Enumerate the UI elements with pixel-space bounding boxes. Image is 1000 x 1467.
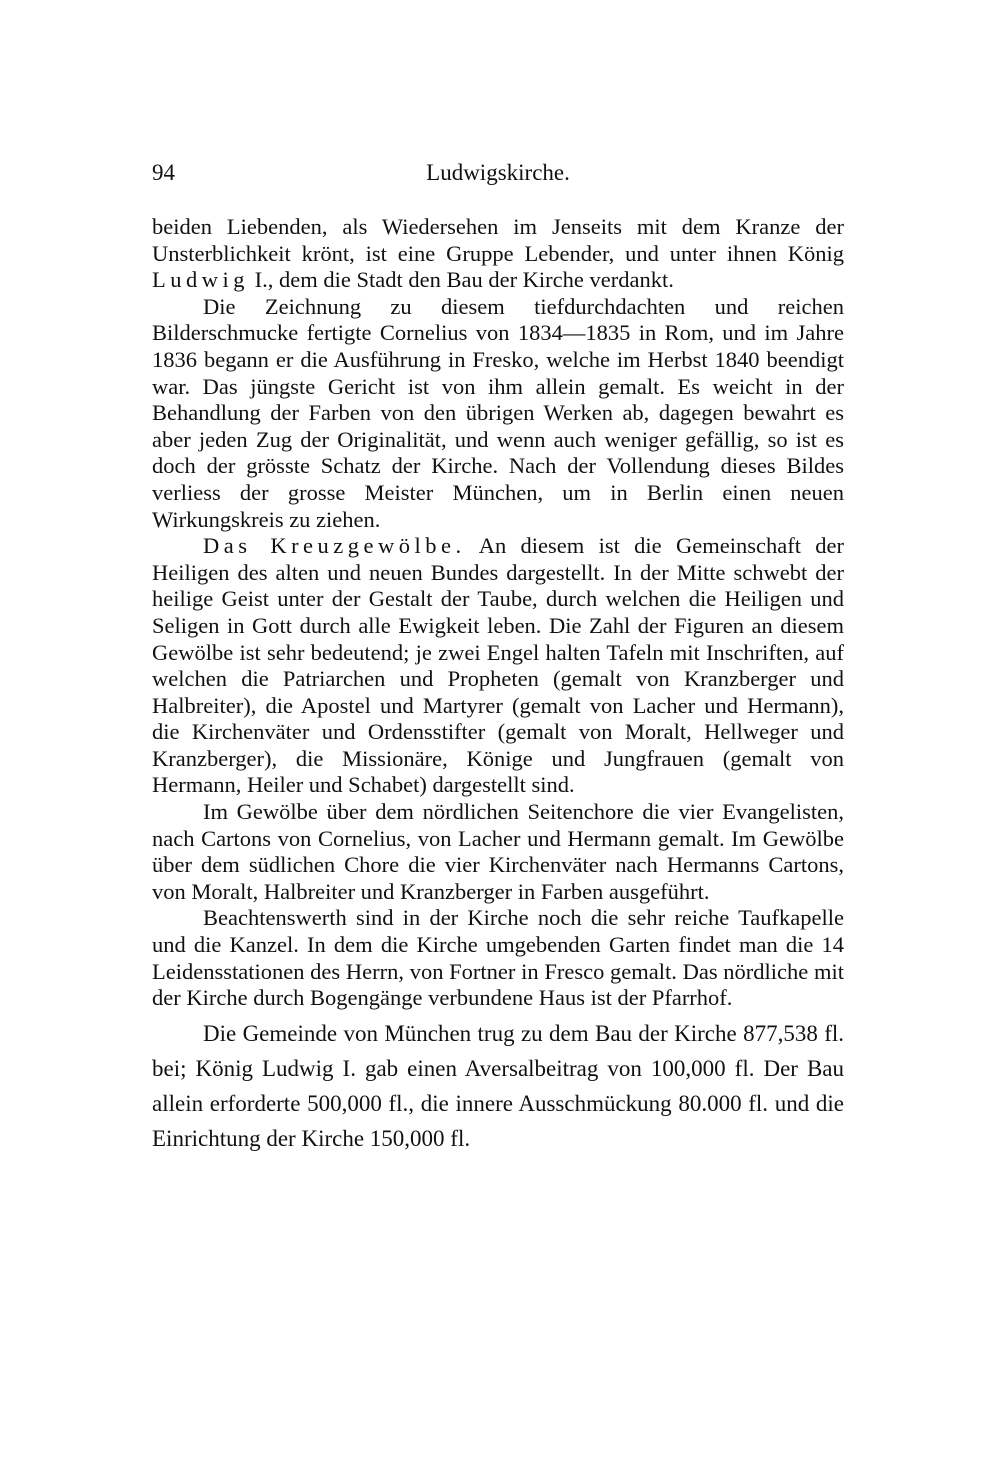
paragraph-2 bbox=[152, 294, 844, 533]
paragraph-6 bbox=[152, 1016, 844, 1156]
paragraph-4 bbox=[152, 799, 844, 905]
page-number: 94 bbox=[152, 160, 175, 185]
running-title: Ludwigskirche. bbox=[426, 160, 570, 185]
paragraph-1 bbox=[152, 214, 844, 294]
paragraph-4-text: Im Gewölbe über dem nördlichen Seitenchore die vier Evangelisten, nach Cartons von Cornelius, von Lacher und Hermann gemalt. Im Gewölbe über dem südlichen Chore die vier Kirchenväter nach Hermanns Cartons, von Moralt, Halbreiter und Kranzberger in Farben ausgeführt. bbox=[152, 799, 844, 904]
paragraph-3-text: An diesem ist die Gemeinschaft der Heiligen des alten und neuen Bundes dargestellt. In der Mitte schwebt der heilige Geist unter der Gestalt der Taube, durch welchen die Heiligen und Seligen in Gott durch alle Ewigkeit leben. Die Zahl der Figuren an diesem Gewölbe ist sehr bedeutend; je zwei Engel halten Tafeln mit Inschriften, auf welchen die Patriarchen und Propheten (gemalt von Kranzberger und Halbreiter), die Apostel und Martyrer (gemalt von Lacher und Hermann), die Kirchenväter und Ordensstifter (gemalt von Moralt, Hellweger und Kranzberger), die Missionäre, Könige und Jungfrauen (gemalt von Hermann, Heiler und Schabet) dargestellt sind. bbox=[152, 533, 844, 798]
paragraph-5 bbox=[152, 905, 844, 1011]
paragraph-5-text: Beachtenswerth sind in der Kirche noch die sehr reiche Taufkapelle und die Kanzel. In dem die Kirche umgebenden Garten findet man die 14 Leidensstationen des Herrn, von Fortner in Fresco gemalt. Das nördliche mit der Kirche durch Bogengänge verbundene Haus ist der Pfarrhof. bbox=[152, 905, 844, 1011]
paragraph-2-text: Die Zeichnung zu diesem tiefdurchdachten und reichen Bilderschmucke fertigte Cornelius von 1834—1835 in Rom, und im Jahre 1836 begann er die Ausführung in Fresko, welche im Herbst 1840 beendigt war. Das jüngste Gericht ist von ihm allein gemalt. Es weicht in der Behandlung der Farben von den übrigen Werken ab, dagegen bewahrt es aber jeden Zug der Originalität, und wenn auch weniger gefällig, so ist es doch der grösste Schatz der Kirche. Nach der Vollendung dieses Bildes verliess der grosse Meister München, um in Berlin einen neuen Wirkungskreis zu ziehen. bbox=[152, 293, 844, 532]
paragraph-1-spaced-name: Ludwig bbox=[152, 267, 249, 293]
page-header bbox=[152, 158, 844, 194]
paragraph-1-text-a: beiden Liebenden, als Wiedersehen im Jenseits mit dem Kranze der Unsterblichkeit krönt, ist eine Gruppe Lebender, und unter ihnen König bbox=[152, 214, 844, 266]
paragraph-6-text: Die Gemeinde von München trug zu dem Bau der Kirche 877,538 fl. bei; König Ludwig I. gab einen Aversalbeitrag von 100,000 fl. Der Bau allein erforderte 500,000 fl., die innere Ausschmückung 80.000 fl. und die Einrichtung der Kirche 150,000 fl. bbox=[152, 1020, 844, 1151]
body-text bbox=[152, 214, 844, 1156]
paragraph-3-spaced-heading: Das Kreuzgewölbe. bbox=[203, 533, 466, 559]
paragraph-1-text-b: I., dem die Stadt den Bau der Kirche verdankt. bbox=[249, 267, 674, 293]
paragraph-3 bbox=[152, 533, 844, 799]
